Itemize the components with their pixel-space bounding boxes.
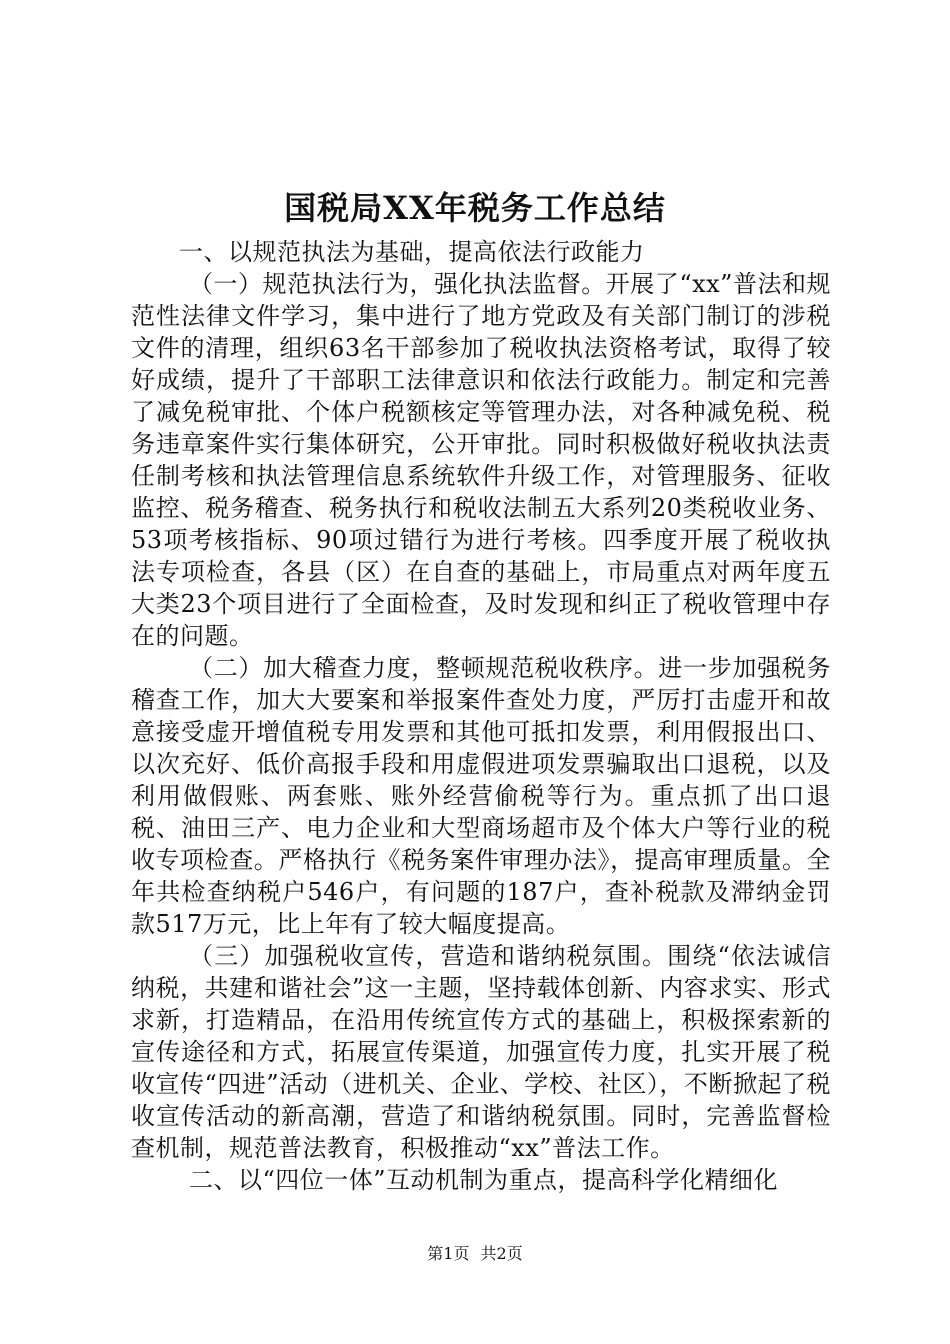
page-footer [0,1244,950,1264]
document-title: 国税局XX年税务工作总结 [284,189,666,227]
document-body [131,236,831,1196]
page-number: 第1页 [427,1244,470,1263]
section-heading-2: 二、以“四位一体”互动机制为重点，提高科学化精细化 [189,1166,779,1194]
paragraph-3: （三）加强税收宣传，营造和谐纳税氛围。围绕“依法诚信纳税，共建和谐社会”这一主题，坚持载体创新、内容求实、形式求新，打造精品，在沿用传统宣传方式的基础上，积极探索新的宣传途径和方式，拓展宣传渠道，加强宣传力度，扎实开展了税收宣传“四进”活动（进机关、企业、学校、社区），不断掀起了税收宣传活动的新高潮，营造了和谐纳税氛围。同时，完善监督检查机制，规范普法教育，积极推动“xx”普法工作。 [131,942,831,1162]
paragraph-2: （二）加大稽查力度，整顿规范税收秩序。进一步加强税务稽查工作，加大大要案和举报案件查处力度，严厉打击虚开和故意接受虚开增值税专用发票和其他可抵扣发票，利用假报出口、以次充好、低价高报手段和用虚假进项发票骗取出口退税，以及利用做假账、两套账、账外经营偷税等行为。重点抓了出口退税、油田三产、电力企业和大型商场超市及个体大户等行业的税收专项检查。严格执行《税务案件审理办法》，提高审理质量。全年共检查纳税户546户，有问题的187户，查补税款及滞纳金罚款517万元，比上年有了较大幅度提高。 [131,654,831,938]
page-total: 共2页 [480,1244,523,1263]
paragraph-1: （一）规范执法行为，强化执法监督。开展了“xx”普法和规范性法律文件学习，集中进行了地方党政及有关部门制订的涉税文件的清理，组织63名干部参加了税收执法资格考试，取得了较好成绩，提升了干部职工法律意识和依法行政能力。制定和完善了减免税审批、个体户税额核定等管理办法，对各种减免税、税务违章案件实行集体研究，公开审批。同时积极做好税收执法责任制考核和执法管理信息系统软件升级工作，对管理服务、征收监控、税务稽查、税务执行和税收法制五大系列20类税收业务、53项考核指标、90项过错行为进行考核。四季度开展了税收执法专项检查，各县（区）在自查的基础上，市局重点对两年度五大类23个项目进行了全面检查，及时发现和纠正了税收管理中存在的问题。 [131,270,831,650]
section-heading-1: 一、以规范执法为基础，提高依法行政能力 [179,238,645,266]
